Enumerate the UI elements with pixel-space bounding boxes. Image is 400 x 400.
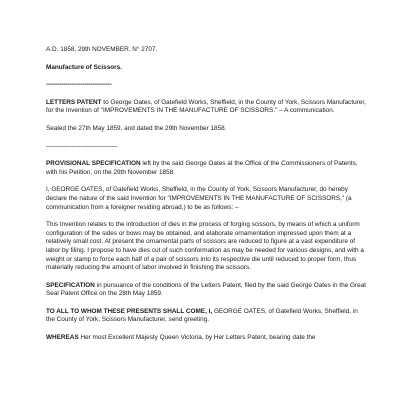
provisional-text: left by the said George Oates at the Office of the Commissioners of Patents, with his Petition, on the 29th November 1858. xyxy=(46,160,358,176)
document-title: Manufacture of Scissors. xyxy=(46,63,122,71)
whereas-lead: WHEREAS xyxy=(46,334,79,342)
letters-patent-paragraph xyxy=(46,99,366,116)
provisional-paragraph xyxy=(46,160,366,177)
whereas-paragraph xyxy=(46,334,366,343)
specification-paragraph xyxy=(46,282,366,299)
invention-paragraph: This Invention relates to the introduction of dies in the process of forging scissors, by means of which a uniform configuration of the sides or bows may be obtained, and elaborate ornamentation impressed upon them at a relatively small cost. At present the ornamental parts of scissors are reduced to figure at a vast expenditure of labor by filing. I propose to have dies cut of such conformation as may be needed for various designs, and with a weight or stamp to force each half of a pair of scissors into its respective die until reduced to proper form, thus materially reducing the amount of labor involved in finishing the scissors. xyxy=(46,221,364,272)
specification-lead: SPECIFICATION xyxy=(46,281,95,289)
whereas-text: Her most Excellent Majesty Queen Victoria, by Her Letters Patent, bearing date the xyxy=(78,334,316,342)
sealed-paragraph: Sealed the 27th May 1859, and dated the 29th November 1858. xyxy=(46,124,227,132)
to-all-paragraph xyxy=(46,308,366,325)
document-body xyxy=(46,46,366,352)
to-all-lead: TO ALL TO WHOM THESE PRESENTS SHALL COME, I, xyxy=(46,307,213,315)
provisional-lead: PROVISIONAL SPECIFICATION xyxy=(46,160,141,168)
specification-text: in pursuance of the conditions of the Letters Patent, filed by the said George Oates in the Great Seal Patent Office on the 28th May 1859. xyxy=(46,281,366,298)
letters-patent-lead: LETTERS PATENT xyxy=(46,98,102,106)
letters-patent-text: to George Oates, of Gatefield Works, Sheffield, in the County of York, Scissors Manufacturer, for the Invention of "IMPROVEMENTS IN THE MANUFACTURE OF SCISSORS." – A communication. xyxy=(46,98,366,115)
divider-rule: ------------------------------------- xyxy=(46,142,118,150)
divider-rule: ---------------------------------- xyxy=(46,81,112,89)
to-all-text: GEORGE OATES, of Gatefield Works, Sheffield, in the County of York, Scissors Manufacturer, send greeting. xyxy=(46,307,358,324)
declaration-paragraph: I, GEORGE OATES, of Gatefield Works, Sheffield, in the County of York, Scissors Manufacturer, do hereby declare the nature of the said Invention for "IMPROVEMENTS IN THE MANUFACTURE OF SCISSORS," (a communication from a foreigner residing abroad,) to be as follows: – xyxy=(46,186,352,211)
date-line: A.D. 1858, 29th NOVEMBER. N° 2707. xyxy=(46,46,158,53)
